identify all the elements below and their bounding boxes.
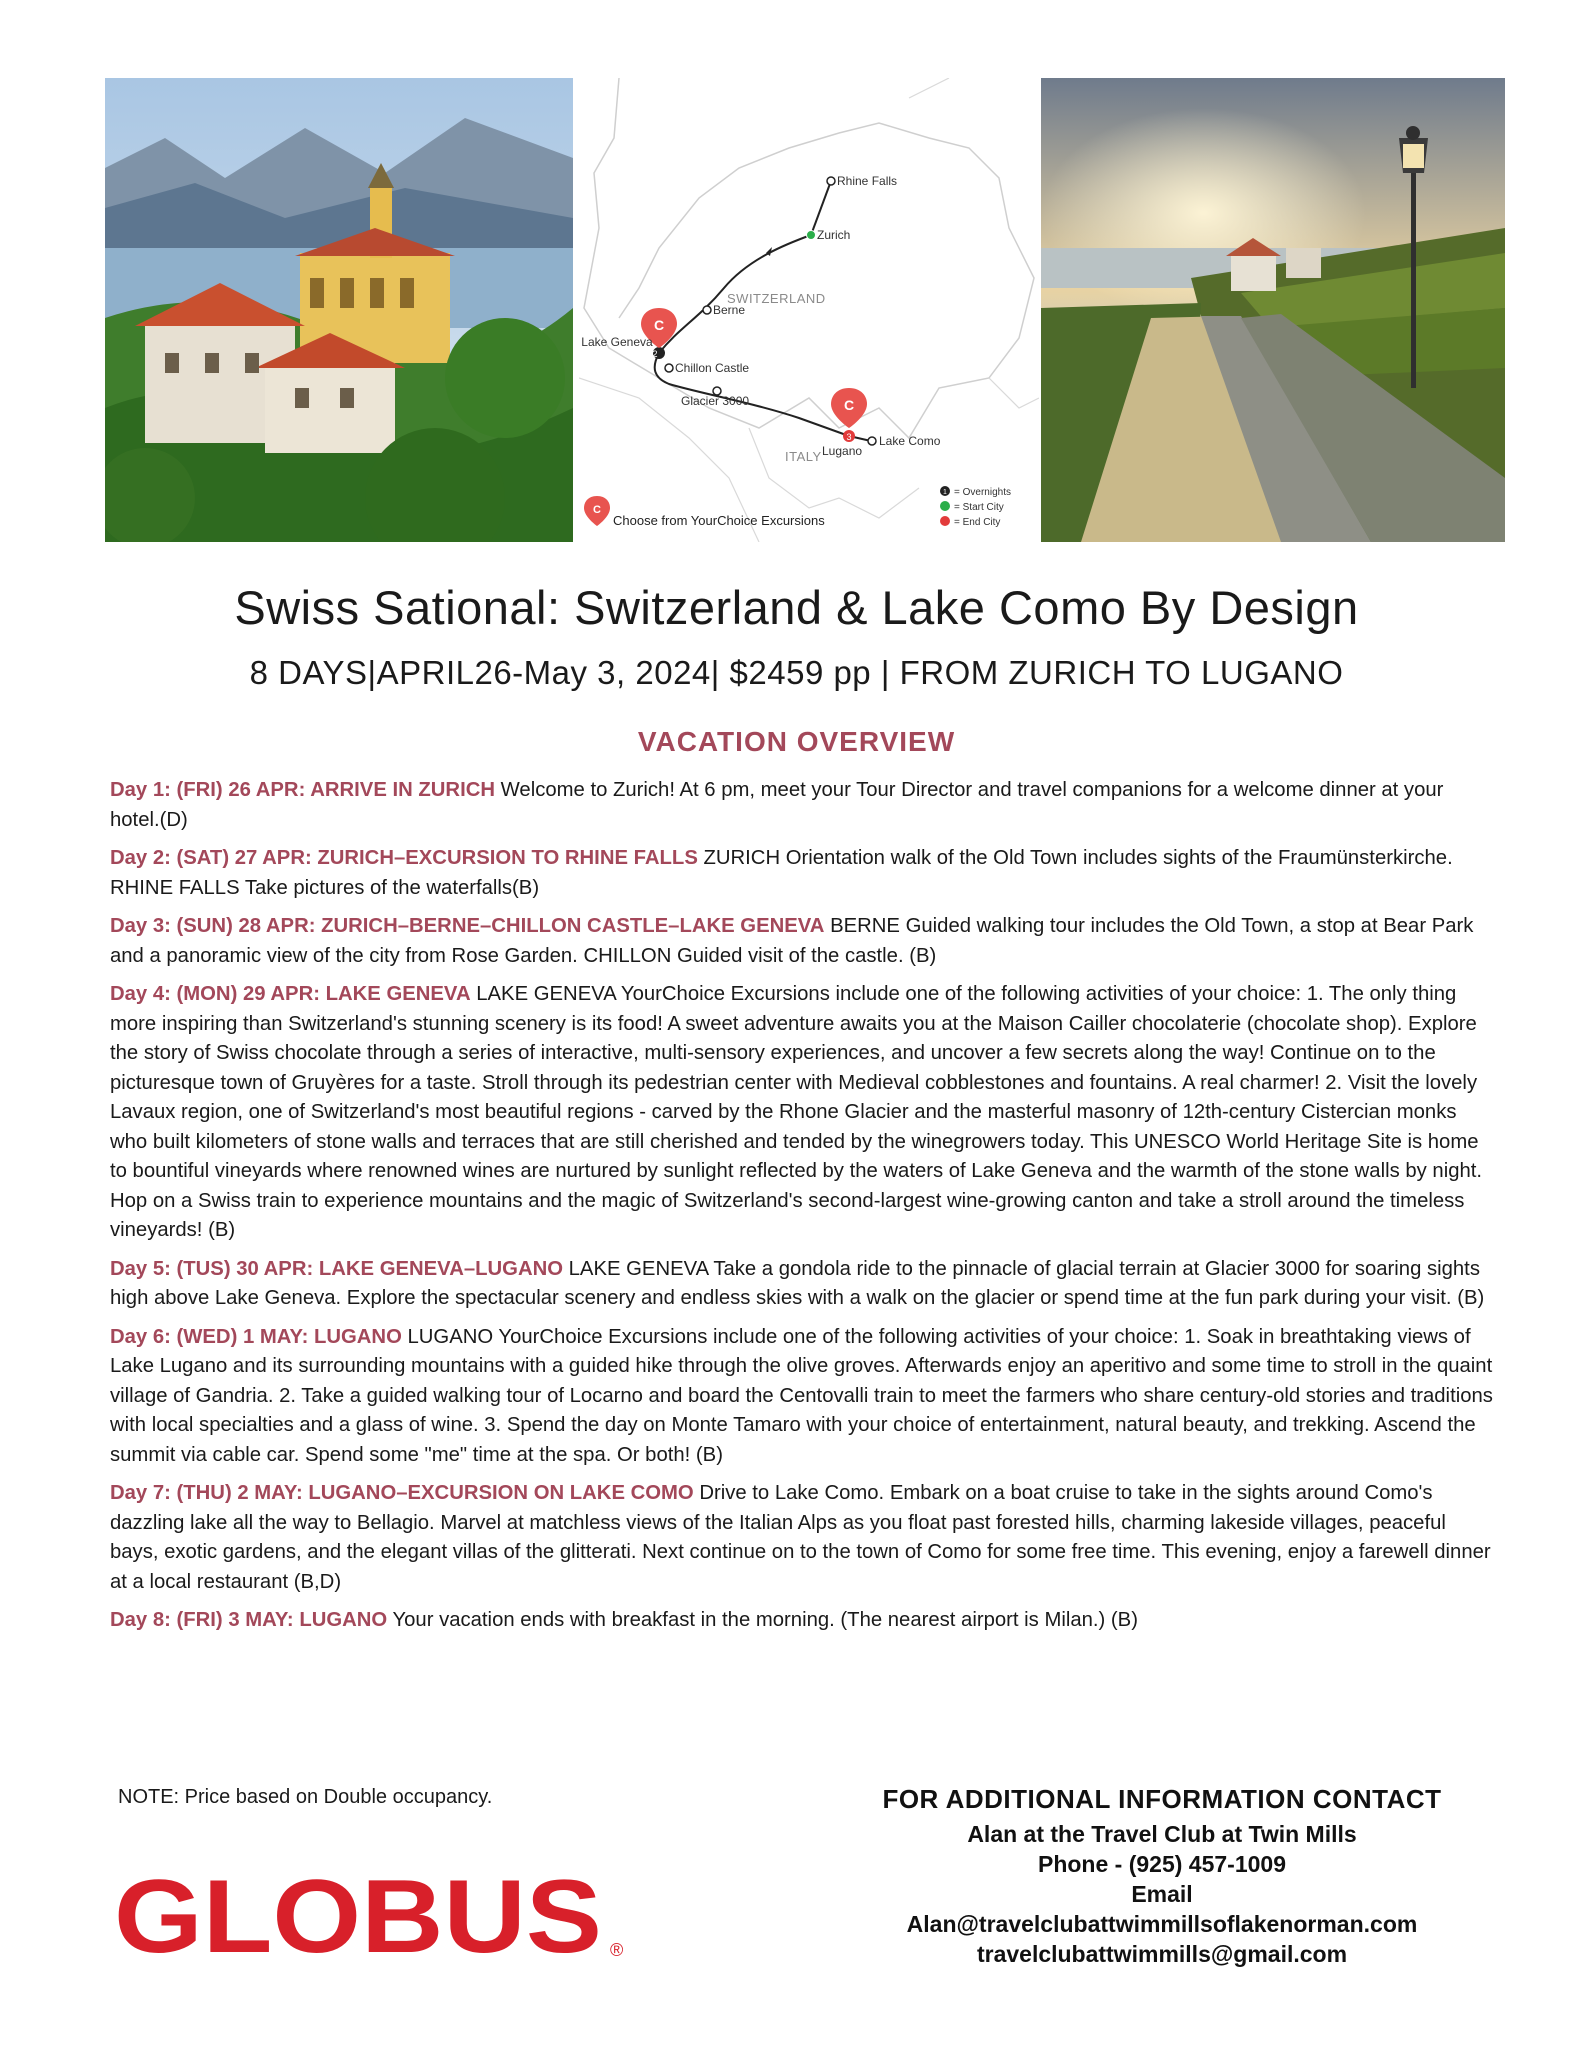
map-label-zurich: Zurich [817, 228, 851, 242]
legend-end-city: = End City [954, 517, 1001, 528]
map-label-lugano: Lugano [822, 444, 863, 458]
itinerary-day-6 [110, 1323, 1494, 1471]
day-heading: Day 7: (THU) 2 MAY: LUGANO–EXCURSION ON LAKE COMO [110, 1482, 694, 1504]
day-heading: Day 1: (FRI) 26 APR: ARRIVE IN ZURICH [110, 779, 496, 801]
contact-heading: FOR ADDITIONAL INFORMATION CONTACT [882, 1784, 1442, 1814]
photo-strip [105, 78, 1505, 542]
itinerary-day-3 [110, 912, 1494, 971]
contact-email-2[interactable]: travelclubattwimmills@gmail.com [976, 1941, 1348, 1967]
tour-title: Swiss Sational: Switzerland & Lake Como By Design [234, 581, 1359, 634]
legend-overnight-number: 1 [943, 489, 947, 496]
map-country-switzerland: SWITZERLAND [727, 291, 826, 306]
map-label-glacier-3000: Glacier 3000 [681, 394, 750, 408]
pin-letter: C [593, 504, 601, 516]
contact-email-label: Email [1131, 1881, 1193, 1907]
marker-2: 2 [652, 349, 658, 359]
legend-start-city: = Start City [954, 502, 1004, 513]
logo-wordmark: GLOBUS [114, 1860, 602, 1970]
map-label-rhine-falls: Rhine Falls [837, 174, 898, 188]
day-heading: Day 2: (SAT) 27 APR: ZURICH–EXCURSION TO RHINE FALLS [110, 847, 698, 869]
map-country-italy: ITALY [785, 449, 822, 464]
locarno-church-photo [105, 78, 573, 542]
day-description: LUGANO YourChoice Excursions include one of the following activities of your choice: 1. Soak in breathtaking views of Lake Lugano and its surrounding mountains with a guided hike through the olive groves. Afterwards enjoy an aperitivo and some time to stroll in the quaint village of Gandria. 2. Take a guided walking tour of Locarno and board the Centovalli train to meet the farmers who share century-old stories and traditions with local specialties and a glass of wine. 3. Spend the day on Monte Tamaro with your choice of entertainment, natural beauty, and trekking. Ascend the summit via cable car. Spend some "me" time at the spa. Or both! (B) [110, 1325, 1493, 1466]
map-label-berne: Berne [713, 303, 746, 317]
pin-letter: C [653, 317, 665, 333]
registered-mark: ® [610, 1940, 624, 1960]
route-map [579, 78, 1039, 542]
lavaux-vineyard-photo [1041, 78, 1505, 542]
overview-heading: VACATION OVERVIEW [637, 726, 956, 757]
contact-name: Alan at the Travel Club at Twin Mills [967, 1821, 1357, 1847]
contact-phone: Phone - (925) 457-1009 [1037, 1851, 1286, 1877]
day-description: Welcome to Zurich! At 6 pm, meet your Tour Director and travel companions for a welcome dinner at your hotel.(D) [110, 779, 1444, 831]
map-label-lake-como: Lake Como [879, 434, 941, 448]
legend-overnights: = Overnights [954, 487, 1011, 498]
day-heading: Day 6: (WED) 1 MAY: LUGANO [110, 1325, 402, 1348]
map-label-chillon-castle: Chillon Castle [675, 361, 750, 375]
price-note: NOTE: Price based on Double occupancy. [118, 1786, 493, 1808]
itinerary-day-7 [110, 1479, 1494, 1597]
itinerary-day-5 [110, 1255, 1494, 1314]
itinerary-day-2 [110, 844, 1494, 903]
day-heading: Day 8: (FRI) 3 MAY: LUGANO [110, 1609, 388, 1631]
itinerary-day-1 [110, 776, 1494, 835]
itinerary-day-4 [110, 980, 1494, 1246]
globus-logo [112, 1860, 642, 1970]
itinerary-day-8 [110, 1606, 1494, 1636]
pin-letter: C [843, 397, 855, 413]
itinerary [110, 776, 1494, 1645]
day-description: Your vacation ends with breakfast in the morning. (The nearest airport is Milan.) (B) [387, 1609, 1138, 1631]
contact-email-1[interactable]: Alan@travelclubattwimmillsoflakenorman.com [906, 1911, 1418, 1937]
contact-block [842, 1784, 1482, 1969]
map-label-lake-geneva: Lake Geneva [581, 335, 653, 349]
day-description: BERNE Guided walking tour includes the Old Town, a stop at Bear Park and a panoramic view of the city from Rose Garden. CHILLON Guided visit of the castle. (B) [110, 915, 1474, 967]
marker-3: 3 [846, 432, 852, 442]
day-description: LAKE GENEVA Take a gondola ride to the pinnacle of glacial terrain at Glacier 3000 for soaring sights high above Lake Geneva. Explore the spectacular scenery and endless skies with a walk on the glacier or spend time at the fun park during your visit. (B) [110, 1257, 1485, 1309]
day-heading: Day 4: (MON) 29 APR: LAKE GENEVA [110, 983, 471, 1005]
tour-subtitle: 8 DAYS|APRIL26-May 3, 2024| $2459 pp | FROM ZURICH TO LUGANO [249, 654, 1344, 691]
day-heading: Day 5: (TUS) 30 APR: LAKE GENEVA–LUGANO [110, 1257, 564, 1280]
map-choice-label: Choose from YourChoice Excursions [613, 513, 825, 528]
day-description: Drive to Lake Como. Embark on a boat cruise to take in the sights around Como's dazzling lake all the way to Bellagio. Marvel at matchless views of the Italian Alps as you float past forested hills, charming lakeside villages, peaceful bays, exotic gardens, and the elegant villas of the glitterati. Next continue on to the town of Como for some free time. This evening, enjoy a farewell dinner at a local restaurant (B,D) [110, 1482, 1491, 1593]
day-description: LAKE GENEVA YourChoice Excursions include one of the following activities of your choice: 1. The only thing more inspiring than Switzerland's stunning scenery is its food! A sweet adventure awaits you at the Maison Cailler chocolaterie (chocolate shop). Explore the story of Swiss chocolate through a series of interactive, multi-sensory experiences, and uncover a few secrets along the way! Continue on to the picturesque town of Gruyères for a taste. Stroll through its pedestrian center with Medieval cobblestones and fountains. A real charmer! 2. Visit the lovely Lavaux region, one of Switzerland's most beautiful regions - carved by the Rhone Glacier and the masterful masonry of 12th-century Cistercian monks who built kilometers of stone walls and terraces that are still cherished and tended by the winegrowers today. This UNESCO World Heritage Site is home to bountiful vineyards where renowned wines are nurtured by sunlight reflected by the waters of Lake Geneva and the warmth of the stone walls by night. Hop on a Swiss train to experience mountains and the magic of Switzerland's second-largest wine-growing canton and take a stroll around the timeless vineyards! (B) [110, 983, 1483, 1241]
day-description: ZURICH Orientation walk of the Old Town includes sights of the Fraumünsterkirche. RHINE FALLS Take pictures of the waterfalls(B) [110, 847, 1453, 899]
day-heading: Day 3: (SUN) 28 APR: ZURICH–BERNE–CHILLON CASTLE–LAKE GENEVA [110, 915, 825, 937]
